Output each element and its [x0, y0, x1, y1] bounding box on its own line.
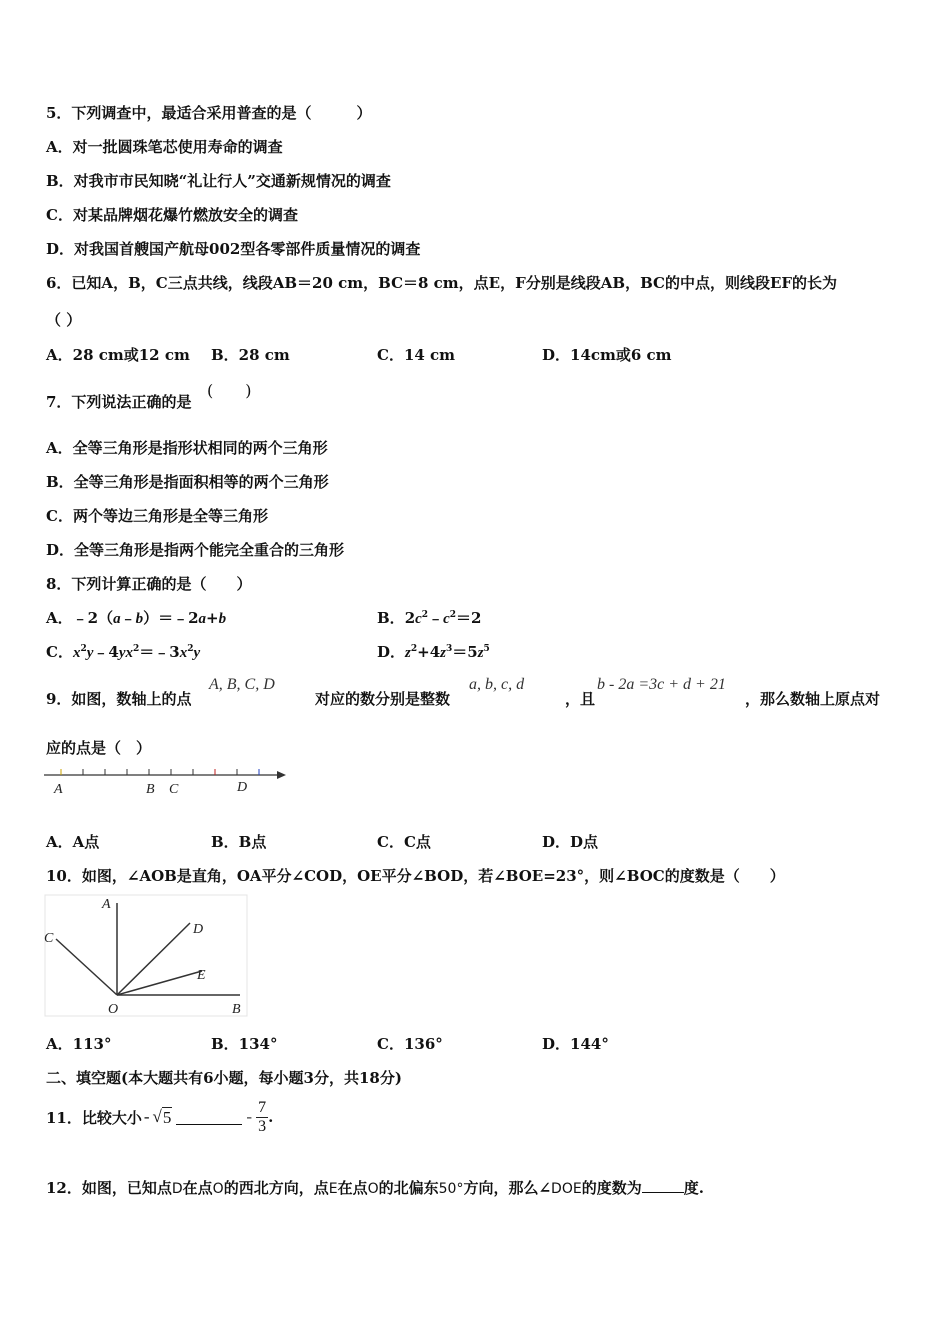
q8-option-c [46, 641, 200, 662]
q8-a-var-b2: b [218, 611, 227, 627]
axis-label-d: D [237, 780, 248, 795]
label-c: C [44, 931, 54, 946]
q9-stem-4: ，那么数轴上原点对 [745, 690, 881, 708]
label-b: B [232, 1002, 241, 1017]
q8-b-eq: ＝2 [456, 609, 482, 627]
q6-option-a: A．28 cm或12 cm [46, 346, 190, 364]
q8-d-var-z3: z [477, 645, 484, 661]
q8-b-var-c2: c [443, 611, 450, 627]
q8-c-m1: ﹣4 [93, 643, 119, 661]
q9-option-d: D．D点 [542, 833, 599, 851]
sqrt-icon: √ [152, 1107, 162, 1126]
section-title-fill-in: 二、填空题(本大题共有6小题，每小题3分，共18分) [46, 1069, 402, 1087]
q5-stem: 5．下列调查中，最适合采用普查的是（ ） [46, 104, 372, 122]
q12-point-o: O [212, 1181, 224, 1197]
q12-stem-2: 在点 [182, 1179, 213, 1197]
q12-stem-3: 的西北方向，点 [223, 1179, 329, 1197]
q8-c-exp3: 2 [187, 644, 194, 654]
ray-oc [56, 939, 117, 995]
q8-b-var-c: c [415, 611, 422, 627]
number-line-arrow [277, 771, 286, 779]
q10-option-a: A．113° [46, 1035, 112, 1053]
q8-a-pre: ﹣2（ [72, 609, 114, 627]
q8-stem: 8．下列计算正确的是（ ） [46, 575, 252, 593]
q8-c-var-x: x [72, 645, 81, 661]
q8-option-d [377, 641, 490, 662]
q8-c-exp2: 2 [133, 644, 140, 654]
q9-stem-5: 应的点是（ ） [46, 739, 152, 757]
q9-vars: a, b, c, d [469, 676, 525, 693]
q8-a-mid: ﹣ [120, 609, 136, 627]
q12-stem-5: 的北偏东 [378, 1179, 439, 1197]
q8-a-var-a: a [113, 611, 121, 627]
q11-radicand: 5 [162, 1107, 172, 1127]
q9-stem-3: ，且 [565, 690, 596, 708]
q11-line [46, 1094, 273, 1140]
q7-option-b: B．全等三角形是指面积相等的两个三角形 [46, 473, 329, 491]
q5-option-b: B．对我市市民知晓“礼让行人”交通新规情况的调查 [46, 172, 391, 190]
q11-neg: - [143, 1107, 150, 1126]
q8-a-label: A． [46, 609, 73, 627]
q7-option-c: C．两个等边三角形是全等三角形 [46, 507, 268, 525]
q8-d-exp: 2 [410, 644, 418, 654]
label-a: A [102, 897, 111, 912]
q11-numerator: 7 [258, 1098, 267, 1116]
figure-frame [45, 895, 247, 1016]
number-line-figure [44, 765, 292, 799]
q10-stem: 10．如图，∠AOB是直角，OA平分∠COD，OE平分∠BOD，若∠BOE=23°，则∠BOC的度数是（ ） [46, 867, 785, 885]
q8-c-var-y2: y [193, 645, 201, 661]
q8-c-var-x2: x [179, 645, 188, 661]
label-e: E [197, 968, 206, 983]
axis-label-c: C [169, 782, 179, 797]
q12-stem-4: 在点 [337, 1179, 368, 1197]
q8-c-var-y: y [86, 645, 94, 661]
q5-option-c: C．对某品牌烟花爆竹燃放安全的调查 [46, 206, 298, 224]
q8-a-post: ）＝﹣2 [143, 609, 199, 627]
axis-label-b: B [146, 782, 155, 797]
q9-stem-1: 9．如图，数轴上的点 [46, 690, 192, 708]
q8-d-label: D． [377, 643, 406, 661]
q9-option-c: C．C点 [377, 833, 431, 851]
q8-d-exp3: 5 [483, 644, 490, 654]
q9-option-b: B．B点 [211, 833, 267, 851]
q12-degree: 50° [438, 1181, 464, 1197]
label-d: D [193, 922, 204, 937]
q12-point-d: D [171, 1181, 183, 1197]
q8-d-var-z2: z [440, 645, 446, 661]
q12-stem-1: 12．如图，已知点 [46, 1179, 172, 1197]
q8-c-label: C． [46, 643, 73, 661]
q9-stem-2: 对应的数分别是整数 [315, 690, 451, 708]
q8-d-exp2: 3 [445, 644, 453, 654]
q8-b-coef: 2 [404, 609, 416, 627]
q6-option-d: D．14cm或6 cm [542, 346, 672, 364]
q7-option-d: D．全等三角形是指两个能完全重合的三角形 [46, 541, 345, 559]
q8-b-exp: 2 [421, 610, 429, 620]
q6-stem: 6．已知A，B，C三点共线，线段AB＝20 cm，BC＝8 cm，点E，F分别是线段AB，BC的中点，则线段EF的长为 [46, 274, 838, 292]
q8-b-minus: ﹣ [428, 609, 444, 627]
q10-option-b: B．134° [211, 1035, 278, 1053]
q10-option-c: C．136° [377, 1035, 443, 1053]
q9-option-a: A．A点 [46, 833, 100, 851]
q9-equation: b - 2a =3c + d + 21 [597, 676, 726, 693]
label-o: O [108, 1002, 119, 1017]
q8-a-plus: + [206, 609, 219, 627]
q12-point-e: E [328, 1181, 338, 1197]
q8-d-eq: ＝5 [452, 643, 478, 661]
q11-stem: 11．比较大小 [46, 1108, 142, 1127]
angle-figure [42, 893, 250, 1019]
q6-option-c: C．14 cm [377, 346, 456, 364]
q5-option-d: D．对我国首艘国产航母002型各零部件质量情况的调查 [46, 240, 421, 258]
q7-paren: ( ) [207, 381, 252, 400]
q8-c-eq: ＝﹣3 [139, 643, 180, 661]
q8-option-b [377, 607, 481, 628]
q12-end: 度. [683, 1179, 704, 1197]
q8-b-exp2: 2 [449, 610, 457, 620]
q12-stem-6: 方向，那么∠ [463, 1179, 552, 1197]
q6-option-b: B．28 cm [211, 346, 290, 364]
q8-option-a [46, 607, 226, 628]
q12-angle: DOE [551, 1181, 582, 1197]
q10-option-d: D．144° [542, 1035, 609, 1053]
q12-point-o2: O [367, 1181, 379, 1197]
q11-fraction [256, 1099, 268, 1136]
q12-stem-7: 的度数为 [581, 1179, 642, 1197]
q11-answer-blank[interactable] [176, 1110, 242, 1125]
q8-d-var-z: z [405, 645, 411, 661]
q12-answer-blank[interactable] [642, 1178, 684, 1193]
q8-a-var-a2: a [198, 611, 207, 627]
q8-c-exp: 2 [80, 644, 87, 654]
q8-b-label: B． [377, 609, 405, 627]
q8-a-var-b: b [135, 611, 144, 627]
q11-neg2: - [246, 1107, 253, 1126]
q6-paren: （ ） [46, 311, 82, 329]
q11-denominator: 3 [258, 1117, 267, 1135]
q8-c-var-yx: yx [118, 645, 133, 661]
q9-points: A, B, C, D [209, 676, 275, 693]
q8-d-plus: +4 [417, 643, 441, 661]
q5-option-a: A．对一批圆珠笔芯使用寿命的调查 [46, 138, 283, 156]
q7-option-a: A．全等三角形是指形状相同的两个三角形 [46, 439, 328, 457]
q11-end: . [268, 1108, 274, 1126]
q7-stem: 7．下列说法正确的是 [46, 393, 192, 411]
axis-label-a: A [54, 782, 63, 797]
q12-line [46, 1177, 704, 1198]
